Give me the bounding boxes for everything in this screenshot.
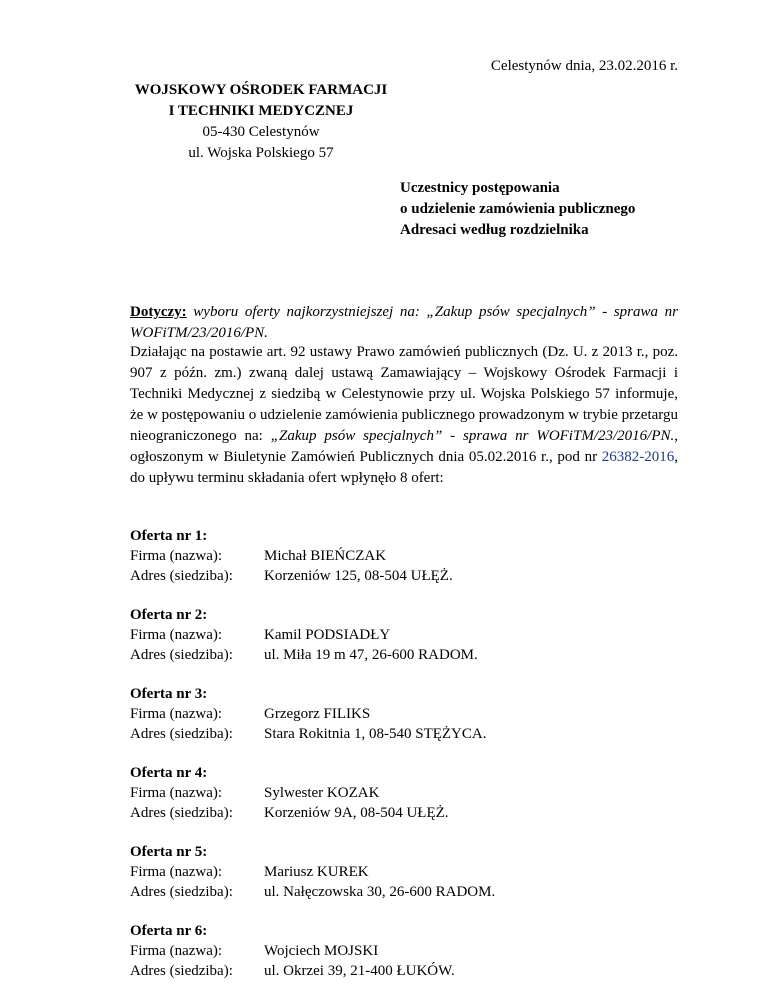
offer-firm-label: Firma (nazwa): bbox=[130, 864, 223, 880]
offer-address-row bbox=[130, 724, 690, 744]
offers-list bbox=[130, 526, 690, 1000]
offer-address-value: ul. Miła 19 m 47, 26-600 RADOM. bbox=[264, 647, 478, 663]
offer-item bbox=[130, 684, 690, 744]
offer-address-label: Adres (siedziba): bbox=[130, 647, 233, 663]
offer-firm-row bbox=[130, 941, 690, 961]
sender-street: ul. Wojska Polskiego 57 bbox=[188, 145, 334, 161]
offer-address-row bbox=[130, 803, 690, 823]
recipients-line1: Uczestnicy postępowania bbox=[400, 180, 560, 196]
sender-name-line1: WOJSKOWY OŚRODEK FARMACJI bbox=[134, 82, 388, 98]
offer-title: Oferta nr 6: bbox=[130, 923, 208, 939]
offer-firm-value: Grzegorz FILIKS bbox=[264, 706, 371, 722]
offer-address-value: Korzeniów 9A, 08-504 UŁĘŻ. bbox=[264, 805, 449, 821]
offer-address-value: ul. Nałęczowska 30, 26-600 RADOM. bbox=[264, 884, 496, 900]
offer-address-value: Stara Rokitnia 1, 08-540 STĘŻYCA. bbox=[264, 726, 487, 742]
offer-firm-value: Wojciech MOJSKI bbox=[264, 943, 379, 959]
offer-title: Oferta nr 1: bbox=[130, 528, 208, 544]
offer-item bbox=[130, 921, 690, 981]
subject-label: Dotyczy: bbox=[130, 304, 187, 320]
body-italic-title: „Zakup psów specjalnych” - sprawa nr WOFiTM/23/2016/PN. bbox=[270, 428, 675, 444]
bzp-number-link[interactable]: 26382-2016 bbox=[601, 449, 675, 465]
offer-address-label: Adres (siedziba): bbox=[130, 884, 233, 900]
offer-firm-row bbox=[130, 783, 690, 803]
document-date: Celestynów dnia, 23.02.2016 r. bbox=[490, 58, 678, 74]
offer-firm-value: Mariusz KUREK bbox=[264, 864, 369, 880]
offer-firm-row bbox=[130, 546, 690, 566]
offer-title: Oferta nr 4: bbox=[130, 765, 208, 781]
offer-item bbox=[130, 526, 690, 586]
offer-title: Oferta nr 5: bbox=[130, 844, 208, 860]
subject-line bbox=[130, 302, 678, 344]
recipients-line2: o udzielenie zamówienia publicznego bbox=[400, 201, 636, 217]
offer-item bbox=[130, 842, 690, 902]
body-part2: , ogłoszonym w Biuletynie Zamówień Publicznych dnia 05.02.2016 r., pod nr bbox=[130, 428, 678, 465]
offer-address-row bbox=[130, 645, 690, 665]
offer-firm-row bbox=[130, 625, 690, 645]
offer-address-row bbox=[130, 566, 690, 586]
body-paragraph bbox=[130, 342, 678, 489]
offer-address-label: Adres (siedziba): bbox=[130, 568, 233, 584]
offer-address-row bbox=[130, 961, 690, 981]
sender-block bbox=[130, 80, 392, 164]
offer-title: Oferta nr 2: bbox=[130, 607, 208, 623]
sender-postal-code: 05-430 Celestynów bbox=[202, 124, 320, 140]
offer-address-value: Korzeniów 125, 08-504 UŁĘŻ. bbox=[264, 568, 453, 584]
offer-address-label: Adres (siedziba): bbox=[130, 805, 233, 821]
offer-firm-label: Firma (nazwa): bbox=[130, 548, 223, 564]
offer-address-value: ul. Okrzei 39, 21-400 ŁUKÓW. bbox=[264, 963, 455, 979]
body-part3: , do upływu terminu składania ofert wpłynęło 8 ofert: bbox=[130, 449, 678, 486]
offer-address-label: Adres (siedziba): bbox=[130, 726, 233, 742]
offer-firm-label: Firma (nazwa): bbox=[130, 785, 223, 801]
offer-firm-value: Michał BIEŃCZAK bbox=[264, 548, 387, 564]
offer-firm-label: Firma (nazwa): bbox=[130, 706, 223, 722]
subject-text: wyboru oferty najkorzystniejszej na: „Zakup psów specjalnych” - sprawa nr WOFiTM/23/2016/PN. bbox=[130, 304, 678, 341]
offer-title: Oferta nr 3: bbox=[130, 686, 208, 702]
offer-firm-label: Firma (nazwa): bbox=[130, 627, 223, 643]
offer-item bbox=[130, 763, 690, 823]
recipients-block bbox=[400, 178, 635, 241]
offer-firm-value: Sylwester KOZAK bbox=[264, 785, 380, 801]
body-part1: Działając na postawie art. 92 ustawy Prawo zamówień publicznych (Dz. U. z 2013 r., poz. 907 z późn. zm.) zwaną dalej ustawą Zamawiający – Wojskowy Ośrodek Farmacji i Techniki Medycznej z siedzibą w Celestynowie przy ul. Wojska Polskiego 57 informuje, że w postępowaniu o udzielenie zamówienia publicznego prowadzonym w trybie przetargu nieograniczonego na: bbox=[130, 344, 678, 444]
sender-name-line2: I TECHNIKI MEDYCZNEJ bbox=[168, 103, 354, 119]
offer-firm-value: Kamil PODSIADŁY bbox=[264, 627, 391, 643]
offer-firm-row bbox=[130, 862, 690, 882]
offer-firm-label: Firma (nazwa): bbox=[130, 943, 223, 959]
offer-firm-row bbox=[130, 704, 690, 724]
offer-item bbox=[130, 605, 690, 665]
recipients-line3: Adresaci według rozdzielnika bbox=[400, 222, 589, 238]
offer-address-row bbox=[130, 882, 690, 902]
offer-address-label: Adres (siedziba): bbox=[130, 963, 233, 979]
